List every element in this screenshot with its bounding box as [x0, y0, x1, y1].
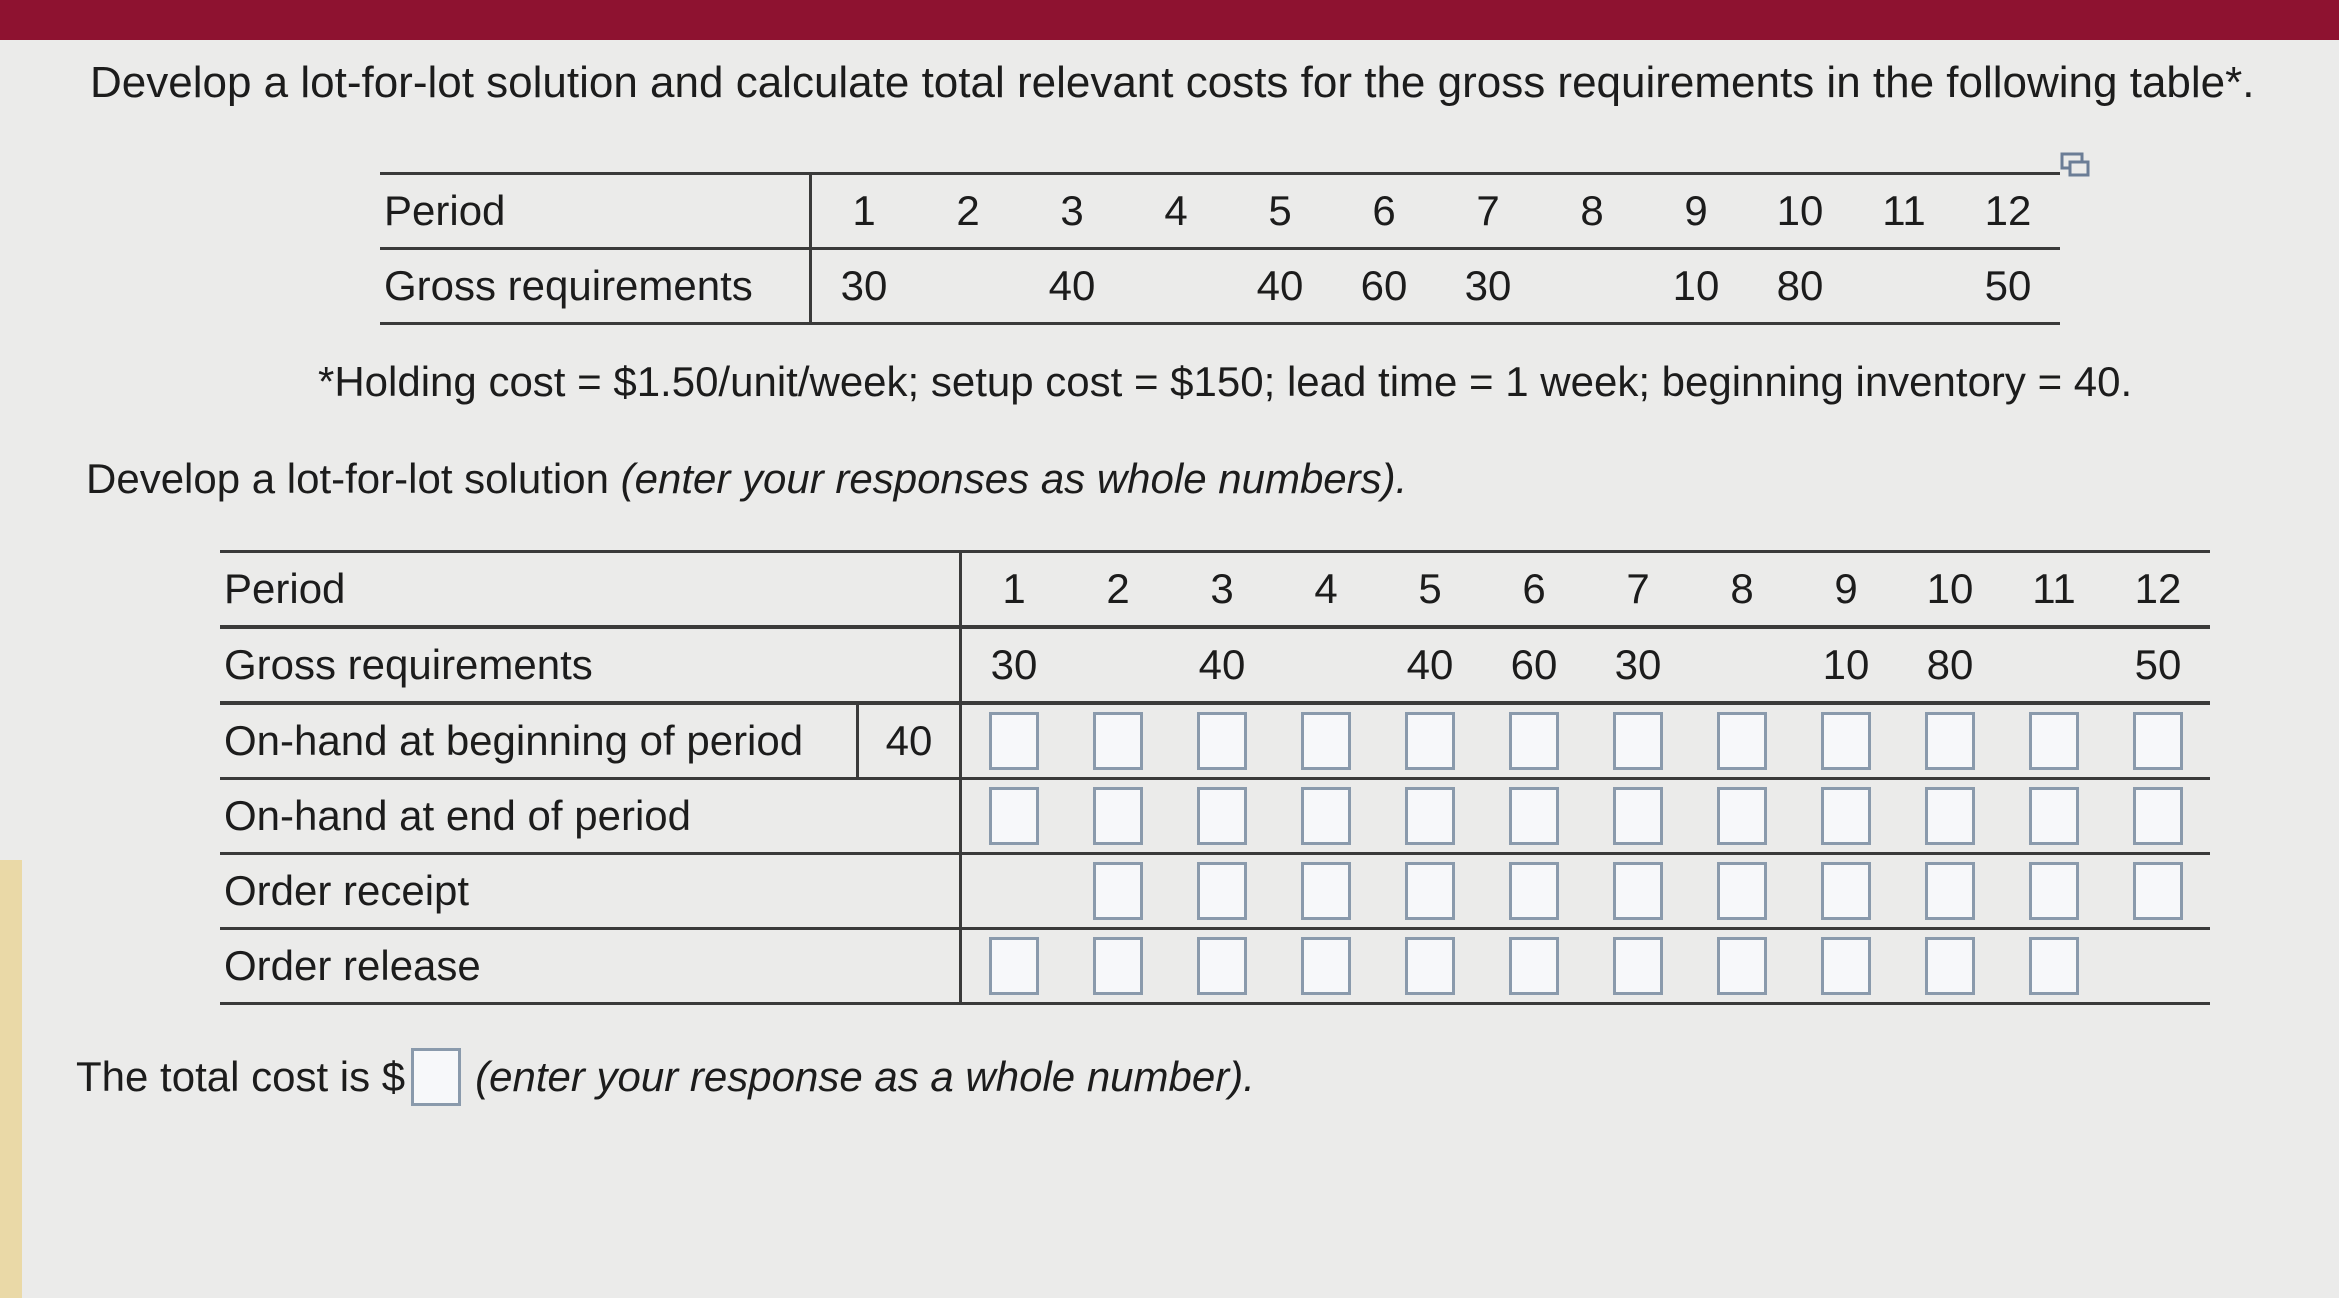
onhand-begin-input-4[interactable]: [1301, 712, 1351, 770]
solve-period-4: 4: [1274, 552, 1378, 628]
order-release-input-6[interactable]: [1509, 937, 1559, 995]
given-gross-6: 60: [1332, 249, 1436, 324]
order-receipt-input-7[interactable]: [1613, 862, 1663, 920]
solve-period-3: 3: [1170, 552, 1274, 628]
given-period-row: [380, 174, 2060, 249]
onhand-end-input-6[interactable]: [1509, 787, 1559, 845]
expand-table-icon[interactable]: [2060, 152, 2090, 178]
onhand-begin-label: On-hand at beginning of period: [220, 703, 858, 779]
side-accent: [0, 860, 22, 1298]
onhand-begin-row: [220, 703, 2210, 779]
onhand-end-label: On-hand at end of period: [220, 779, 961, 854]
order-receipt-input-12[interactable]: [2133, 862, 2183, 920]
order-receipt-input-2[interactable]: [1093, 862, 1143, 920]
footnote: *Holding cost = $1.50/unit/week; setup cost = $150; lead time = 1 week; beginning inventory = 40.: [318, 358, 2133, 405]
lot-for-lot-table: [220, 550, 2210, 1005]
given-gross-7: 30: [1436, 249, 1540, 324]
order-release-label: Order release: [220, 929, 961, 1004]
order-release-row: [220, 929, 2210, 1004]
given-period-11: 11: [1852, 174, 1956, 249]
order-receipt-input-6[interactable]: [1509, 862, 1559, 920]
onhand-begin-input-2[interactable]: [1093, 712, 1143, 770]
given-gross-8: [1540, 249, 1644, 324]
given-gross-11: [1852, 249, 1956, 324]
solve-gross-7: 30: [1586, 627, 1690, 703]
given-period-4: 4: [1124, 174, 1228, 249]
order-receipt-input-5[interactable]: [1405, 862, 1455, 920]
solve-period-10: 10: [1898, 552, 2002, 628]
onhand-end-input-3[interactable]: [1197, 787, 1247, 845]
solve-period-12: 12: [2106, 552, 2210, 628]
solve-gross-1: 30: [961, 627, 1067, 703]
order-release-input-8[interactable]: [1717, 937, 1767, 995]
given-gross-1: 30: [811, 249, 917, 324]
order-receipt-label: Order receipt: [220, 854, 961, 929]
onhand-begin-input-3[interactable]: [1197, 712, 1247, 770]
onhand-end-input-10[interactable]: [1925, 787, 1975, 845]
solve-gross-label: Gross requirements: [220, 627, 961, 703]
solve-gross-row: [220, 627, 2210, 703]
question-intro: Develop a lot-for-lot solution and calculate total relevant costs for the gross requirements in the following table*.: [90, 58, 2255, 107]
prompt-hint: (enter your responses as whole numbers).: [620, 455, 1408, 502]
order-release-input-5[interactable]: [1405, 937, 1455, 995]
given-period-5: 5: [1228, 174, 1332, 249]
total-cost-prefix: The total cost is $: [76, 1053, 406, 1100]
given-gross-10: 80: [1748, 249, 1852, 324]
onhand-end-input-5[interactable]: [1405, 787, 1455, 845]
order-receipt-input-9[interactable]: [1821, 862, 1871, 920]
onhand-end-row: [220, 779, 2210, 854]
order-release-empty-12: [2106, 929, 2210, 1004]
given-period-7: 7: [1436, 174, 1540, 249]
given-period-8: 8: [1540, 174, 1644, 249]
prompt-text: Develop a lot-for-lot solution: [86, 455, 609, 502]
onhand-begin-input-9[interactable]: [1821, 712, 1871, 770]
order-release-input-2[interactable]: [1093, 937, 1143, 995]
onhand-end-input-12[interactable]: [2133, 787, 2183, 845]
beginning-inventory-value: 40: [858, 703, 961, 779]
given-gross-4: [1124, 249, 1228, 324]
given-gross-row: [380, 249, 2060, 324]
order-release-input-11[interactable]: [2029, 937, 2079, 995]
solve-gross-8: [1690, 627, 1794, 703]
order-receipt-row: [220, 854, 2210, 929]
solve-gross-11: [2002, 627, 2106, 703]
solve-gross-5: 40: [1378, 627, 1482, 703]
solve-period-11: 11: [2002, 552, 2106, 628]
given-period-2: 2: [916, 174, 1020, 249]
solve-period-label: Period: [220, 552, 961, 628]
solve-gross-10: 80: [1898, 627, 2002, 703]
onhand-begin-input-5[interactable]: [1405, 712, 1455, 770]
onhand-end-input-9[interactable]: [1821, 787, 1871, 845]
solve-gross-9: 10: [1794, 627, 1898, 703]
solve-gross-3: 40: [1170, 627, 1274, 703]
order-receipt-input-10[interactable]: [1925, 862, 1975, 920]
solve-period-6: 6: [1482, 552, 1586, 628]
onhand-begin-input-7[interactable]: [1613, 712, 1663, 770]
solve-gross-4: [1274, 627, 1378, 703]
given-requirements-table: [380, 172, 2060, 325]
onhand-end-input-7[interactable]: [1613, 787, 1663, 845]
onhand-end-input-2[interactable]: [1093, 787, 1143, 845]
given-period-3: 3: [1020, 174, 1124, 249]
onhand-end-input-4[interactable]: [1301, 787, 1351, 845]
given-period-label: Period: [380, 174, 811, 249]
given-gross-12: 50: [1956, 249, 2060, 324]
given-period-9: 9: [1644, 174, 1748, 249]
order-receipt-empty-1: [961, 854, 1067, 929]
onhand-end-input-1[interactable]: [989, 787, 1039, 845]
solve-period-8: 8: [1690, 552, 1794, 628]
given-period-1: 1: [811, 174, 917, 249]
total-cost-input[interactable]: [411, 1048, 461, 1106]
given-gross-3: 40: [1020, 249, 1124, 324]
order-release-input-10[interactable]: [1925, 937, 1975, 995]
order-receipt-input-3[interactable]: [1197, 862, 1247, 920]
solve-period-row: [220, 552, 2210, 628]
given-period-10: 10: [1748, 174, 1852, 249]
solve-gross-2: [1066, 627, 1170, 703]
solve-period-9: 9: [1794, 552, 1898, 628]
order-release-input-1[interactable]: [989, 937, 1039, 995]
given-period-12: 12: [1956, 174, 2060, 249]
total-cost-hint: (enter your response as a whole number).: [475, 1053, 1255, 1100]
onhand-begin-input-1[interactable]: [989, 712, 1039, 770]
onhand-begin-input-10[interactable]: [1925, 712, 1975, 770]
given-gross-9: 10: [1644, 249, 1748, 324]
solution-prompt: [86, 455, 1407, 503]
solve-gross-12: 50: [2106, 627, 2210, 703]
solve-gross-6: 60: [1482, 627, 1586, 703]
onhand-begin-input-6[interactable]: [1509, 712, 1559, 770]
solve-period-7: 7: [1586, 552, 1690, 628]
order-release-input-3[interactable]: [1197, 937, 1247, 995]
total-cost-line: [76, 1048, 1255, 1106]
order-release-input-4[interactable]: [1301, 937, 1351, 995]
onhand-end-input-8[interactable]: [1717, 787, 1767, 845]
given-gross-2: [916, 249, 1020, 324]
order-receipt-input-8[interactable]: [1717, 862, 1767, 920]
solve-period-2: 2: [1066, 552, 1170, 628]
top-bar: [0, 0, 2339, 40]
given-gross-5: 40: [1228, 249, 1332, 324]
order-receipt-input-4[interactable]: [1301, 862, 1351, 920]
solve-period-5: 5: [1378, 552, 1482, 628]
onhand-begin-input-8[interactable]: [1717, 712, 1767, 770]
onhand-end-input-11[interactable]: [2029, 787, 2079, 845]
order-receipt-input-11[interactable]: [2029, 862, 2079, 920]
order-release-input-9[interactable]: [1821, 937, 1871, 995]
given-gross-label: Gross requirements: [380, 249, 811, 324]
onhand-begin-input-12[interactable]: [2133, 712, 2183, 770]
onhand-begin-input-11[interactable]: [2029, 712, 2079, 770]
solve-period-1: 1: [961, 552, 1067, 628]
order-release-input-7[interactable]: [1613, 937, 1663, 995]
given-period-6: 6: [1332, 174, 1436, 249]
